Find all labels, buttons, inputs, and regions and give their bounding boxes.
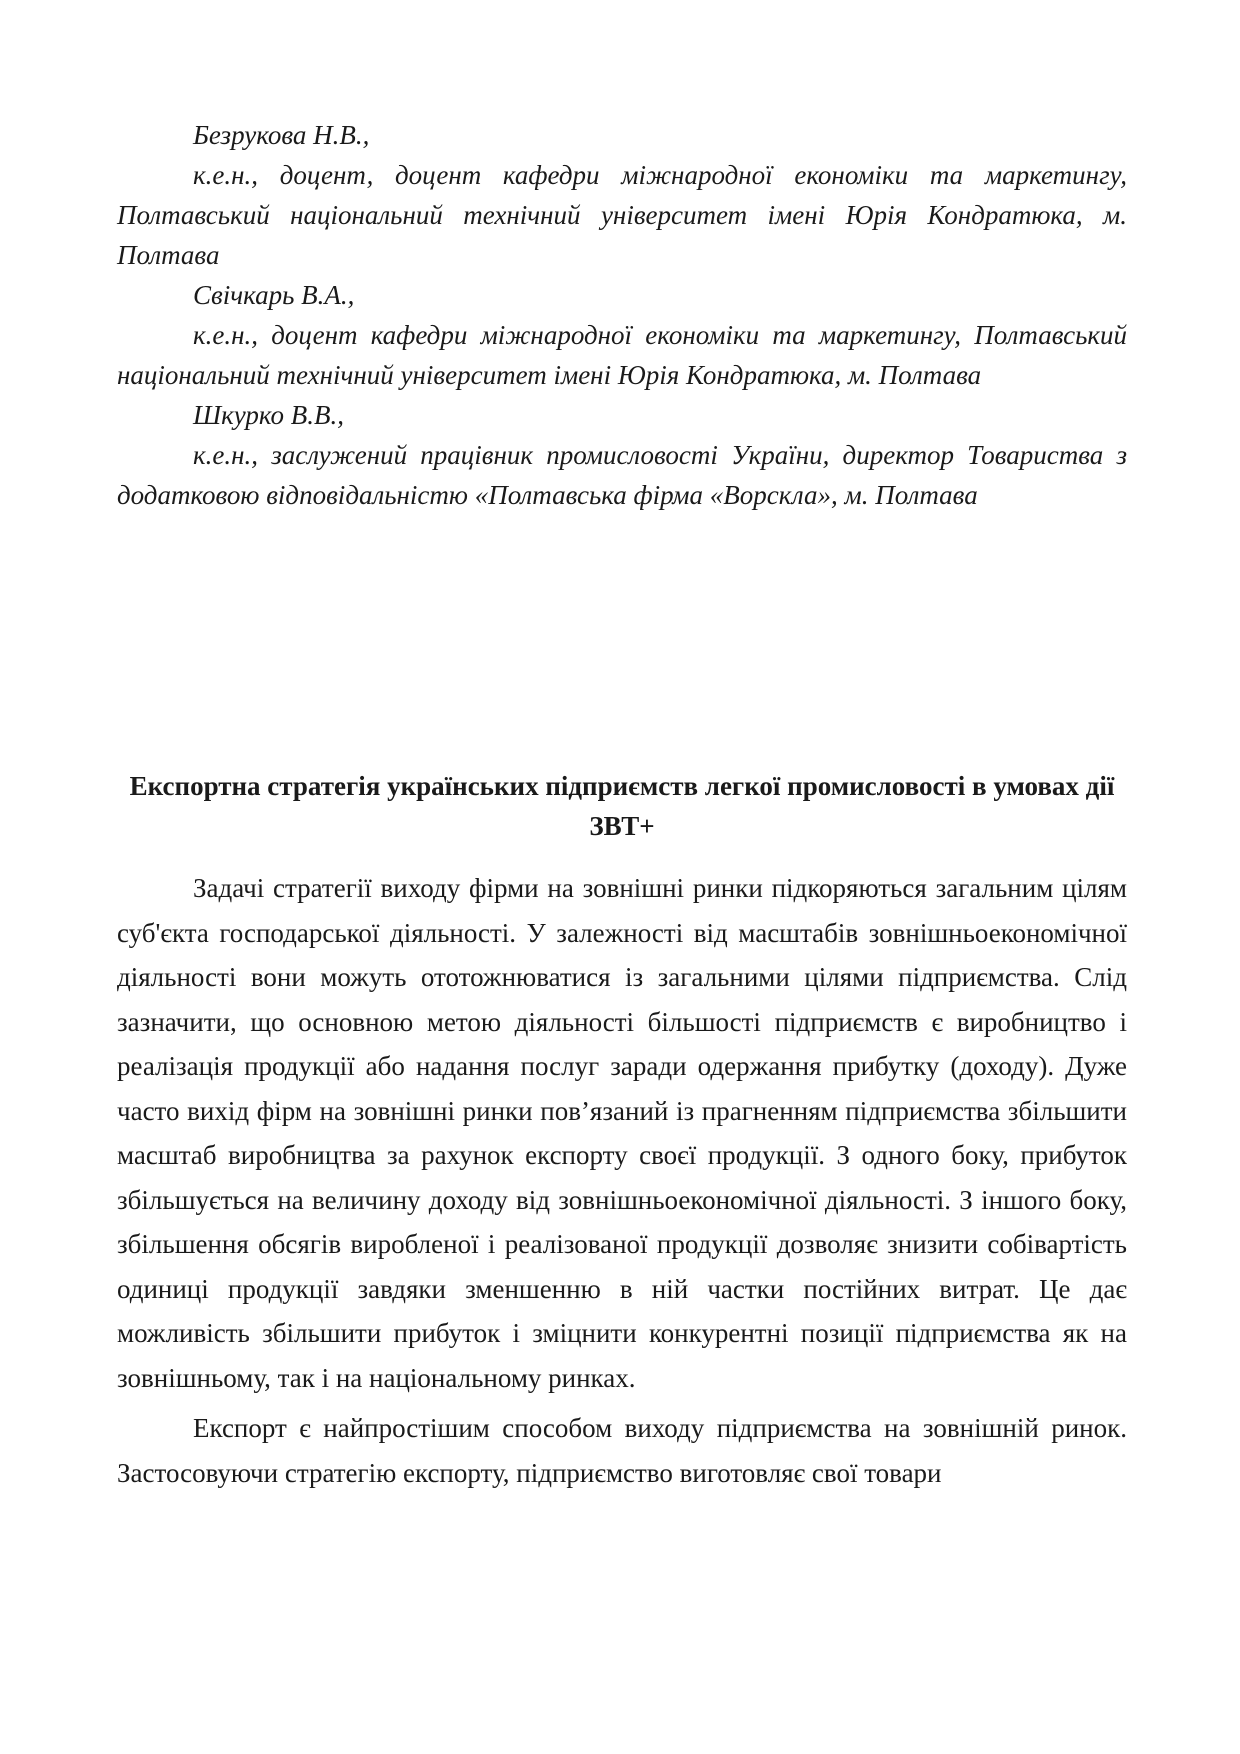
authors-section	[117, 115, 1127, 515]
author-name: Безрукова Н.В.,	[193, 120, 370, 150]
author-block	[117, 275, 1127, 395]
author-name: Шкурко В.В.,	[193, 400, 345, 430]
article-body	[117, 866, 1127, 1495]
author-block	[117, 115, 1127, 275]
author-affiliation: к.е.н., доцент кафедри міжнародної економіки та маркетингу, Полтавський національний технічний університет імені Юрія Кондратюка, м. Полтава	[117, 320, 1127, 390]
author-block	[117, 395, 1127, 515]
author-name: Свічкарь В.А.,	[193, 280, 355, 310]
article-title: Експортна стратегія українських підприємств легкої промисловості в умовах дії ЗВТ+	[129, 771, 1115, 841]
body-paragraph: Експорт є найпростішим способом виходу підприємства на зовнішній ринок. Застосовуючи стратегію експорту, підприємство виготовляє свої товари	[117, 1413, 1127, 1488]
author-affiliation: к.е.н., доцент, доцент кафедри міжнародної економіки та маркетингу, Полтавський національний технічний університет імені Юрія Кондратюка, м. Полтава	[117, 160, 1127, 270]
author-affiliation: к.е.н., заслужений працівник промисловості України, директор Товариства з додатковою відповідальністю «Полтавська фірма «Ворскла», м. Полтава	[117, 440, 1127, 510]
body-paragraph: Задачі стратегії виходу фірми на зовнішні ринки підкоряються загальним цілям суб'єкта господарської діяльності. У залежності від масштабів зовнішньоекономічної діяльності вони можуть ототожнюватися із загальними цілями підприємства. Слід зазначити, що основною метою діяльності більшості підприємств є виробництво і реалізація продукції або надання послуг заради одержання прибутку (доходу). Дуже часто вихід фірм на зовнішні ринки пов’язаний із прагненням підприємства збільшити масштаб виробництва за рахунок експорту своєї продукції. З одного боку, прибуток збільшується на величину доходу від зовнішньоекономічної діяльності. З іншого боку, збільшення обсягів виробленої і реалізованої продукції дозволяє знизити собівартість одиниці продукції завдяки зменшенню в ній частки постійних витрат. Це дає можливість збільшити прибуток і зміцнити конкурентні позиції підприємства як на зовнішньому, так і на національному ринках.	[117, 873, 1127, 1393]
